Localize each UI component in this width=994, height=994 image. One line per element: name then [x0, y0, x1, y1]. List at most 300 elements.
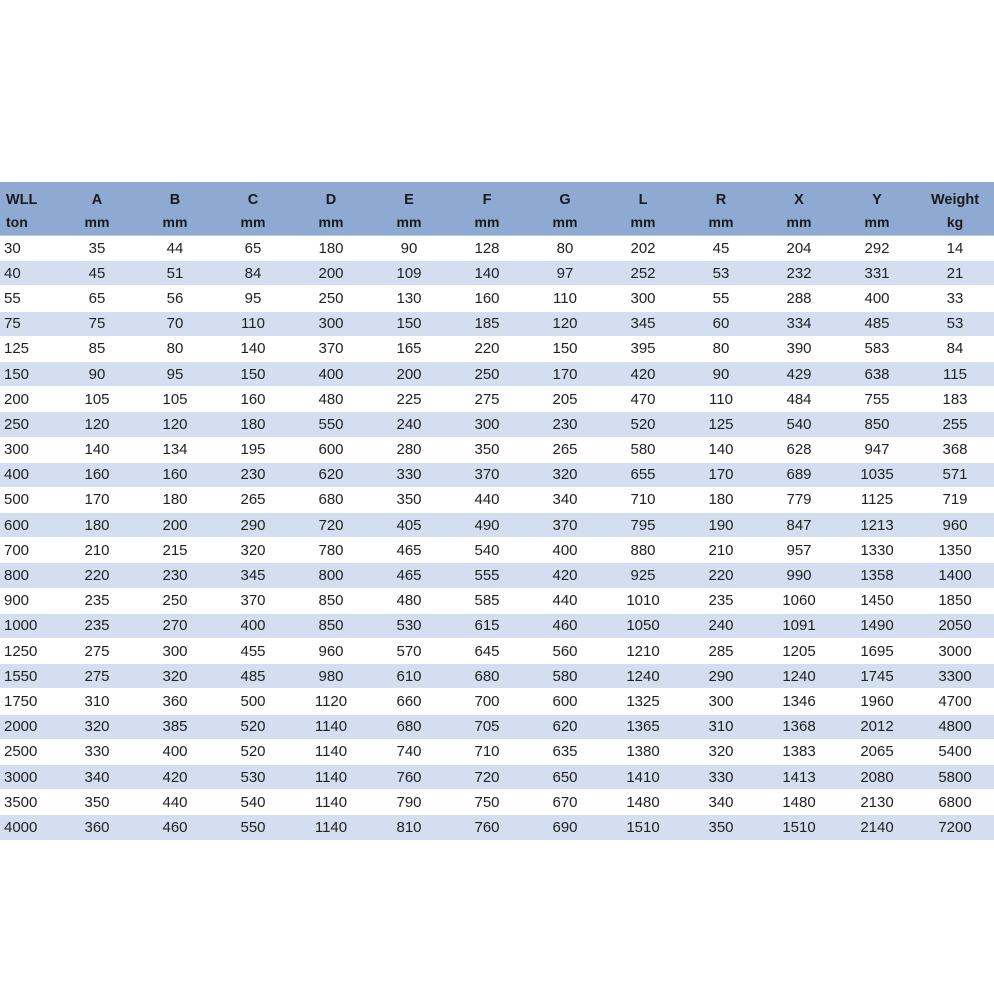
- table-cell: 800: [0, 563, 58, 588]
- table-cell: 1413: [760, 764, 838, 789]
- table-cell: 230: [526, 412, 604, 437]
- table-cell: 600: [0, 513, 58, 538]
- table-cell: 250: [448, 361, 526, 386]
- table-cell: 320: [682, 739, 760, 764]
- table-cell: 44: [136, 236, 214, 261]
- table-cell: 90: [370, 236, 448, 261]
- header-name-cell: Y: [838, 182, 916, 208]
- table-row: [0, 538, 994, 563]
- table-cell: 400: [292, 361, 370, 386]
- table-cell: 1750: [0, 689, 58, 714]
- table-cell: 170: [682, 462, 760, 487]
- table-cell: 720: [448, 764, 526, 789]
- table-cell: 2012: [838, 714, 916, 739]
- table-cell: 140: [58, 437, 136, 462]
- table-cell: 719: [916, 487, 994, 512]
- table-cell: 480: [292, 387, 370, 412]
- table-cell: 250: [292, 286, 370, 311]
- table-cell: 400: [214, 613, 292, 638]
- table-cell: 660: [370, 689, 448, 714]
- table-cell: 420: [526, 563, 604, 588]
- table-cell: 160: [136, 462, 214, 487]
- table-cell: 485: [838, 311, 916, 336]
- table-cell: 1383: [760, 739, 838, 764]
- table-cell: 800: [292, 563, 370, 588]
- table-cell: 850: [292, 588, 370, 613]
- table-cell: 7200: [916, 815, 994, 840]
- table-cell: 240: [682, 613, 760, 638]
- table-cell: 1140: [292, 815, 370, 840]
- table-cell: 5800: [916, 764, 994, 789]
- table-cell: 1960: [838, 689, 916, 714]
- table-cell: 310: [58, 689, 136, 714]
- table-cell: 1213: [838, 513, 916, 538]
- table-cell: 150: [214, 361, 292, 386]
- table-cell: 710: [448, 739, 526, 764]
- table-cell: 570: [370, 639, 448, 664]
- table-cell: 1510: [760, 815, 838, 840]
- header-unit-cell: mm: [214, 208, 292, 236]
- table-row: [0, 487, 994, 512]
- table-cell: 1210: [604, 639, 682, 664]
- table-cell: 1035: [838, 462, 916, 487]
- header-name-cell: G: [526, 182, 604, 208]
- header-unit-cell: mm: [370, 208, 448, 236]
- table-cell: 500: [0, 487, 58, 512]
- table-cell: 252: [604, 261, 682, 286]
- table-cell: 550: [292, 412, 370, 437]
- table-cell: 2130: [838, 790, 916, 815]
- header-name-cell: X: [760, 182, 838, 208]
- table-cell: 850: [838, 412, 916, 437]
- table-cell: 134: [136, 437, 214, 462]
- table-cell: 70: [136, 311, 214, 336]
- table-cell: 205: [526, 387, 604, 412]
- table-row: [0, 236, 994, 261]
- table-cell: 215: [136, 538, 214, 563]
- table-cell: 255: [916, 412, 994, 437]
- table-cell: 3500: [0, 790, 58, 815]
- table-cell: 1205: [760, 639, 838, 664]
- table-cell: 2140: [838, 815, 916, 840]
- table-cell: 80: [526, 236, 604, 261]
- table-cell: 400: [136, 739, 214, 764]
- table-cell: 120: [136, 412, 214, 437]
- table-cell: 230: [214, 462, 292, 487]
- table-cell: 555: [448, 563, 526, 588]
- table-cell: 150: [526, 336, 604, 361]
- table-cell: 370: [526, 513, 604, 538]
- table-cell: 280: [370, 437, 448, 462]
- header-unit-cell: kg: [916, 208, 994, 236]
- table-cell: 560: [526, 639, 604, 664]
- table-cell: 900: [0, 588, 58, 613]
- table-cell: 200: [136, 513, 214, 538]
- table-cell: 571: [916, 462, 994, 487]
- table-cell: 292: [838, 236, 916, 261]
- table-cell: 300: [448, 412, 526, 437]
- table-cell: 1330: [838, 538, 916, 563]
- table-cell: 705: [448, 714, 526, 739]
- table-cell: 345: [214, 563, 292, 588]
- table-cell: 3000: [916, 639, 994, 664]
- header-name-cell: WLL: [0, 182, 58, 208]
- table-cell: 60: [682, 311, 760, 336]
- table-row: [0, 764, 994, 789]
- table-cell: 330: [58, 739, 136, 764]
- table-cell: 110: [526, 286, 604, 311]
- table-cell: 1745: [838, 664, 916, 689]
- table-cell: 370: [214, 588, 292, 613]
- table-cell: 1050: [604, 613, 682, 638]
- table-cell: 580: [526, 664, 604, 689]
- header-name-cell: R: [682, 182, 760, 208]
- table-cell: 4700: [916, 689, 994, 714]
- table-cell: 350: [682, 815, 760, 840]
- table-cell: 385: [136, 714, 214, 739]
- table-cell: 150: [370, 311, 448, 336]
- table-cell: 65: [214, 236, 292, 261]
- table-cell: 2080: [838, 764, 916, 789]
- table-cell: 740: [370, 739, 448, 764]
- table-cell: 760: [448, 815, 526, 840]
- table-cell: 340: [58, 764, 136, 789]
- table-cell: 440: [136, 790, 214, 815]
- table-cell: 125: [682, 412, 760, 437]
- table-cell: 680: [292, 487, 370, 512]
- table-cell: 500: [214, 689, 292, 714]
- table-cell: 320: [58, 714, 136, 739]
- table-cell: 780: [292, 538, 370, 563]
- table-cell: 21: [916, 261, 994, 286]
- table-cell: 165: [370, 336, 448, 361]
- table-cell: 220: [682, 563, 760, 588]
- table-cell: 330: [682, 764, 760, 789]
- table-cell: 1490: [838, 613, 916, 638]
- table-cell: 285: [682, 639, 760, 664]
- table-cell: 90: [682, 361, 760, 386]
- table-body: [0, 236, 994, 840]
- table-cell: 3000: [0, 764, 58, 789]
- table-cell: 95: [214, 286, 292, 311]
- header-unit-cell: mm: [292, 208, 370, 236]
- header-unit-cell: mm: [838, 208, 916, 236]
- table-cell: 710: [604, 487, 682, 512]
- table-cell: 80: [136, 336, 214, 361]
- header-name-cell: B: [136, 182, 214, 208]
- table-cell: 290: [214, 513, 292, 538]
- table-cell: 350: [370, 487, 448, 512]
- table-row: [0, 387, 994, 412]
- table-cell: 540: [760, 412, 838, 437]
- table-cell: 75: [58, 311, 136, 336]
- header-unit-cell: mm: [58, 208, 136, 236]
- table-cell: 1140: [292, 764, 370, 789]
- header-unit-cell: mm: [526, 208, 604, 236]
- table-cell: 1140: [292, 739, 370, 764]
- table-cell: 460: [526, 613, 604, 638]
- table-cell: 610: [370, 664, 448, 689]
- table-cell: 180: [136, 487, 214, 512]
- table-cell: 790: [370, 790, 448, 815]
- table-cell: 1000: [0, 613, 58, 638]
- table-cell: 1140: [292, 714, 370, 739]
- table-cell: 583: [838, 336, 916, 361]
- table-row: [0, 311, 994, 336]
- table-cell: 960: [292, 639, 370, 664]
- table-cell: 240: [370, 412, 448, 437]
- table-cell: 183: [916, 387, 994, 412]
- header-name-cell: Weight: [916, 182, 994, 208]
- table-cell: 5400: [916, 739, 994, 764]
- table-cell: 484: [760, 387, 838, 412]
- table-cell: 645: [448, 639, 526, 664]
- table-cell: 1380: [604, 739, 682, 764]
- table-row: [0, 336, 994, 361]
- table-cell: 115: [916, 361, 994, 386]
- table-cell: 485: [214, 664, 292, 689]
- table-cell: 1125: [838, 487, 916, 512]
- table-cell: 368: [916, 437, 994, 462]
- table-cell: 300: [136, 639, 214, 664]
- table-cell: 275: [58, 664, 136, 689]
- table-row: [0, 588, 994, 613]
- table-cell: 405: [370, 513, 448, 538]
- table-cell: 33: [916, 286, 994, 311]
- table-cell: 760: [370, 764, 448, 789]
- table-row: [0, 563, 994, 588]
- table-cell: 270: [136, 613, 214, 638]
- table-cell: 84: [916, 336, 994, 361]
- table-cell: 880: [604, 538, 682, 563]
- table-cell: 755: [838, 387, 916, 412]
- table-cell: 290: [682, 664, 760, 689]
- table-row: [0, 513, 994, 538]
- table-cell: 300: [0, 437, 58, 462]
- table-cell: 130: [370, 286, 448, 311]
- table-cell: 440: [448, 487, 526, 512]
- table-cell: 56: [136, 286, 214, 311]
- table-cell: 265: [214, 487, 292, 512]
- table-cell: 350: [58, 790, 136, 815]
- table-cell: 1350: [916, 538, 994, 563]
- table-cell: 235: [58, 588, 136, 613]
- table-cell: 51: [136, 261, 214, 286]
- table-row: [0, 790, 994, 815]
- table-cell: 235: [682, 588, 760, 613]
- table-cell: 160: [448, 286, 526, 311]
- header-unit-cell: mm: [682, 208, 760, 236]
- table-cell: 465: [370, 563, 448, 588]
- table-cell: 65: [58, 286, 136, 311]
- table-cell: 220: [58, 563, 136, 588]
- table-cell: 110: [214, 311, 292, 336]
- table-cell: 275: [58, 639, 136, 664]
- table-cell: 350: [448, 437, 526, 462]
- table-cell: 85: [58, 336, 136, 361]
- table-cell: 465: [370, 538, 448, 563]
- table-cell: 490: [448, 513, 526, 538]
- table-cell: 360: [136, 689, 214, 714]
- table-cell: 620: [292, 462, 370, 487]
- table-cell: 80: [682, 336, 760, 361]
- table-cell: 455: [214, 639, 292, 664]
- table-cell: 300: [292, 311, 370, 336]
- table-cell: 700: [448, 689, 526, 714]
- table-cell: 370: [292, 336, 370, 361]
- table-cell: 210: [682, 538, 760, 563]
- table-cell: 540: [214, 790, 292, 815]
- table-row: [0, 664, 994, 689]
- table-cell: 1140: [292, 790, 370, 815]
- header-unit-cell: mm: [448, 208, 526, 236]
- table-cell: 4800: [916, 714, 994, 739]
- table-cell: 105: [58, 387, 136, 412]
- table-cell: 520: [604, 412, 682, 437]
- table-cell: 440: [526, 588, 604, 613]
- table-cell: 55: [0, 286, 58, 311]
- table-cell: 275: [448, 387, 526, 412]
- table-cell: 180: [214, 412, 292, 437]
- table-cell: 345: [604, 311, 682, 336]
- table-cell: 850: [292, 613, 370, 638]
- header-names-row: [0, 182, 994, 208]
- table-cell: 45: [58, 261, 136, 286]
- table-cell: 1365: [604, 714, 682, 739]
- table-cell: 185: [448, 311, 526, 336]
- table-row: [0, 689, 994, 714]
- header-unit-cell: ton: [0, 208, 58, 236]
- table-cell: 128: [448, 236, 526, 261]
- table-cell: 204: [760, 236, 838, 261]
- table-cell: 2500: [0, 739, 58, 764]
- table-cell: 600: [526, 689, 604, 714]
- table-cell: 655: [604, 462, 682, 487]
- table-cell: 200: [0, 387, 58, 412]
- table-cell: 585: [448, 588, 526, 613]
- table-cell: 395: [604, 336, 682, 361]
- table-row: [0, 412, 994, 437]
- table-cell: 320: [136, 664, 214, 689]
- table-cell: 3300: [916, 664, 994, 689]
- table-cell: 1480: [604, 790, 682, 815]
- table-cell: 200: [370, 361, 448, 386]
- table-cell: 1410: [604, 764, 682, 789]
- table-cell: 400: [526, 538, 604, 563]
- table-cell: 530: [370, 613, 448, 638]
- table-cell: 1250: [0, 639, 58, 664]
- table-cell: 957: [760, 538, 838, 563]
- table-cell: 210: [58, 538, 136, 563]
- table-cell: 360: [58, 815, 136, 840]
- table-cell: 680: [448, 664, 526, 689]
- table-cell: 105: [136, 387, 214, 412]
- table-cell: 225: [370, 387, 448, 412]
- table-cell: 1358: [838, 563, 916, 588]
- table-row: [0, 437, 994, 462]
- table-cell: 650: [526, 764, 604, 789]
- table-cell: 150: [0, 361, 58, 386]
- table-cell: 925: [604, 563, 682, 588]
- table-cell: 140: [682, 437, 760, 462]
- table-cell: 40: [0, 261, 58, 286]
- table-cell: 265: [526, 437, 604, 462]
- table-row: [0, 639, 994, 664]
- table-cell: 370: [448, 462, 526, 487]
- table-cell: 202: [604, 236, 682, 261]
- header-name-cell: C: [214, 182, 292, 208]
- table-row: [0, 739, 994, 764]
- table-cell: 120: [58, 412, 136, 437]
- table-cell: 232: [760, 261, 838, 286]
- table-cell: 330: [370, 462, 448, 487]
- table-cell: 690: [526, 815, 604, 840]
- table-cell: 400: [838, 286, 916, 311]
- table-cell: 180: [58, 513, 136, 538]
- table-cell: 390: [760, 336, 838, 361]
- table-cell: 1368: [760, 714, 838, 739]
- table-cell: 140: [214, 336, 292, 361]
- table-cell: 400: [0, 462, 58, 487]
- table-cell: 220: [448, 336, 526, 361]
- table-cell: 1400: [916, 563, 994, 588]
- header-unit-cell: mm: [604, 208, 682, 236]
- table-cell: 1850: [916, 588, 994, 613]
- table-cell: 160: [214, 387, 292, 412]
- table-cell: 1695: [838, 639, 916, 664]
- table-cell: 140: [448, 261, 526, 286]
- table-cell: 340: [526, 487, 604, 512]
- table-cell: 2050: [916, 613, 994, 638]
- table-cell: 750: [448, 790, 526, 815]
- table-cell: 14: [916, 236, 994, 261]
- table-cell: 160: [58, 462, 136, 487]
- table-cell: 320: [526, 462, 604, 487]
- table-row: [0, 815, 994, 840]
- table-cell: 520: [214, 714, 292, 739]
- header-name-cell: A: [58, 182, 136, 208]
- table-cell: 1510: [604, 815, 682, 840]
- table-cell: 2065: [838, 739, 916, 764]
- table-cell: 109: [370, 261, 448, 286]
- table-cell: 190: [682, 513, 760, 538]
- table-cell: 550: [214, 815, 292, 840]
- table-cell: 1346: [760, 689, 838, 714]
- table-cell: 635: [526, 739, 604, 764]
- table-cell: 45: [682, 236, 760, 261]
- table-cell: 340: [682, 790, 760, 815]
- table-cell: 90: [58, 361, 136, 386]
- table-row: [0, 714, 994, 739]
- table-cell: 1480: [760, 790, 838, 815]
- table-cell: 947: [838, 437, 916, 462]
- table-cell: 95: [136, 361, 214, 386]
- table-cell: 170: [526, 361, 604, 386]
- table-cell: 320: [214, 538, 292, 563]
- table-cell: 470: [604, 387, 682, 412]
- table-cell: 300: [604, 286, 682, 311]
- table-cell: 530: [214, 764, 292, 789]
- table-cell: 420: [136, 764, 214, 789]
- table-cell: 680: [370, 714, 448, 739]
- table-row: [0, 462, 994, 487]
- table-row: [0, 361, 994, 386]
- table-cell: 420: [604, 361, 682, 386]
- header-name-cell: D: [292, 182, 370, 208]
- table-cell: 1240: [604, 664, 682, 689]
- table-cell: 460: [136, 815, 214, 840]
- table-cell: 1550: [0, 664, 58, 689]
